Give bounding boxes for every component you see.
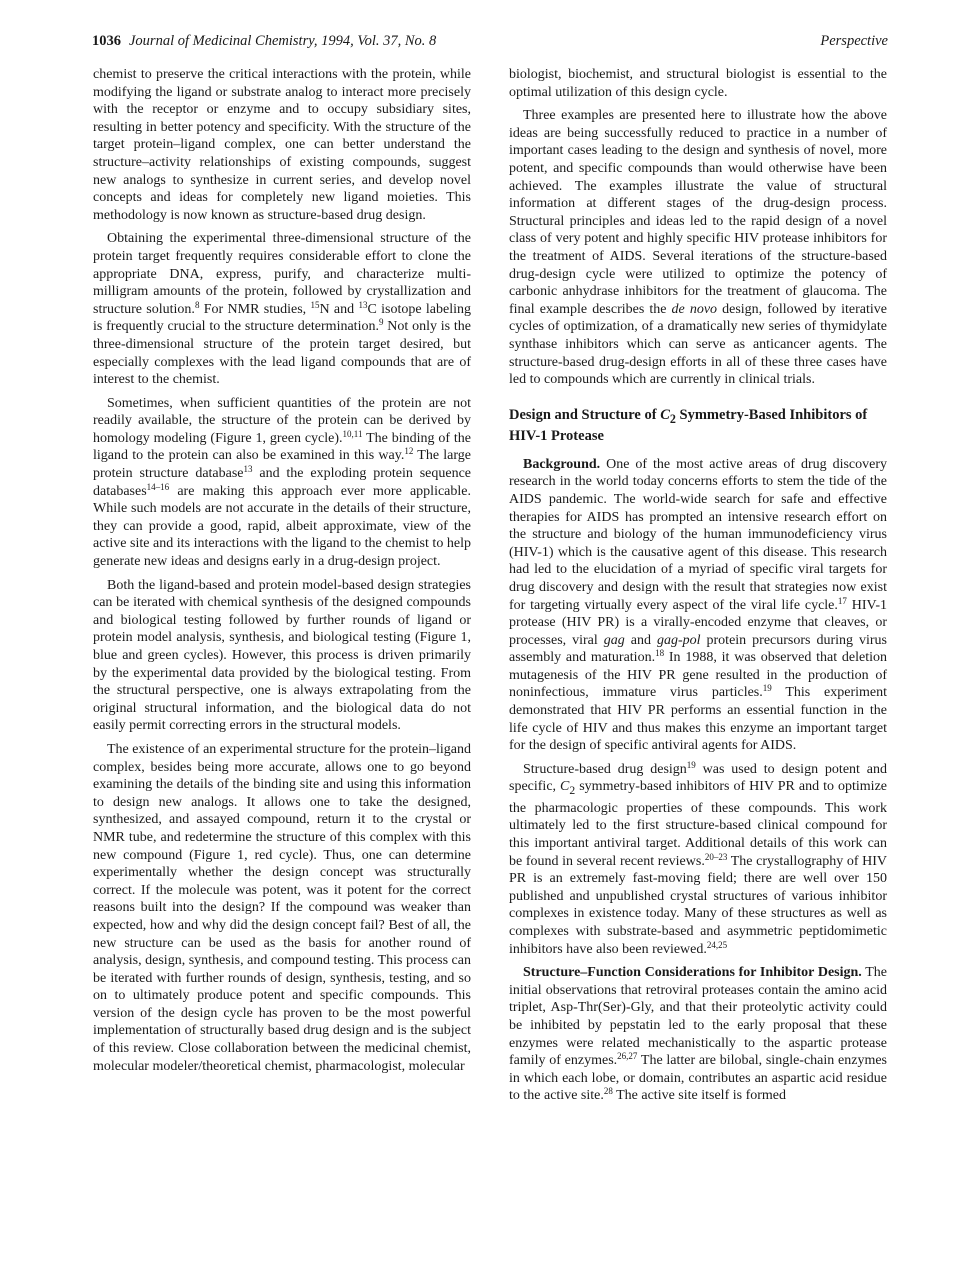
paragraph: Structure–Function Considerations for Inhibitor Design. The initial observations that retroviral proteases contain the amino acid triplet, Asp-Thr(Ser)-Gly, and that their proteolytic activity could be inhibited by pepstatin led to the early proposal that these enzymes were related mechanistically to the aspartic protease family of enzymes.$^{26,27}$ The latter are bilobal, single-chain enzymes in which each lobe, or domain, contributes an aspartic acid residue to the active site.$^{28}$ The active site itself is formed (509, 965, 887, 1104)
paragraph: biologist, biochemist, and structural biologist is essential to the optimal utilization of this design cycle. (509, 67, 887, 100)
journal-citation: Journal of Medicinal Chemistry, 1994, Vol. 37, No. 8 (129, 33, 437, 49)
right-column (509, 66, 887, 1111)
paragraph: Background. One of the most active areas of drug discovery research in the world today concerns efforts to stem the tide of the AIDS pandemic. The world-wide search for safe and effective therapies for AIDS has prompted an intensive research effort on the structure and biology of the human immunodeficiency virus (HIV-1) which is the causative agent of this disease. This research had led to the elucidation of a myriad of specific viral targets for drug discovery and design with the result that strategies now exist for targeting virtually every aspect of the viral life cycle.$^{17}$ HIV-1 protease (HIV PR) is a virally-encoded enzyme that cleaves, or processes, viral gag and gag-pol protein precursors during virus assembly and maturation.$^{18}$ In 1988, it was observed that deletion mutagenesis of the HIV PR gene resulted in the production of noninfectious, immature virus particles.$^{19}$ This experiment demonstrated that HIV PR performs an essential function in the life cycle of HIV and thus makes this enzyme an important target for the design of specific antiviral agents for AIDS. (509, 456, 888, 754)
paragraph: Obtaining the experimental three-dimensional structure of the protein target frequently requires considerable effort to clone the appropriate DNA, express, purify, and characterize multi-milligram amounts of the protein, followed by crystallization and structure solution.$^8$ For NMR studies, $^{15}$N and $^{13}$C isotope labeling is frequently crucial to the structure determination.$^9$ Not only is the three-dimensional structure of the protein target desired, but especially complexes with the lead ligand compounds that are of interest to the chemist. (93, 231, 471, 388)
left-column (93, 66, 471, 1081)
run-in-heading: Background. (523, 456, 601, 472)
run-in-heading: Structure–Function Considerations for Inhibitor Design. (523, 965, 862, 981)
page-number: 1036 (92, 33, 121, 49)
paragraph: Both the ligand-based and protein model-based design strategies can be iterated with chemical synthesis of the designed compounds and biological testing followed by further rounds of ligand or protein model analysis, synthesis, and biological testing (Figure 1, blue and green cycles). However, this process is driven primarily by the experimental data provided by the biological testing. From the structural perspective, one is always extrapolating from the original structural information, and the biological data do not easily permit correcting errors in the structural models. (93, 577, 471, 734)
paragraph: Sometimes, when sufficient quantities of the protein are not readily available, the structure of the protein can be derived by homology modeling (Figure 1, green cycle).$^{10,11}$ The binding of the ligand to the protein can also be examined in this way.$^{12}$ The large protein structure database$^{13}$ and the exploding protein sequence databases$^{14-16}$ are making this approach ever more applicable. While such models are not accurate in the details of their structure, they can provide a good, rapid, albeit approximate, view of the active site and its interactions with the ligand to the chemist to help generate new ideas and designs early in a drug-design project. (93, 395, 471, 570)
section-label: Perspective (820, 33, 888, 49)
running-header (92, 33, 888, 53)
section-heading: Design and Structure of $C_2$ Symmetry-Based Inhibitors of HIV-1 Protease (509, 406, 868, 445)
paragraph: Three examples are presented here to illustrate how the above ideas are being successfully reduced to practice in a number of important cases leading to the design and synthesis of novel, more potent, and specific compounds than would otherwise have been achieved. The examples illustrate the value of structural information at different stages of the drug-design process. Structural principles and ideas led to the rapid design of a novel class of very potent and highly specific HIV protease inhibitors for the treatment of AIDS. Several iterations of the structure-based drug-design cycle were utilized to optimize the potency of carbonic anhydrase inhibitors for the treatment of glaucoma. The final example describes the de novo design, followed by iterative cycles of optimization, of a dramatically new series of thymidylate synthase inhibitors which can serve as anticancer agents. The structure-based drug-design efforts in all of these three cases have led to compounds which are currently in clinical trials. (509, 108, 887, 388)
paragraph: chemist to preserve the critical interactions with the protein, while modifying the ligand or substrate analog to interact more precisely with the receptor or enzyme and to occupy subsidiary sites, resulting in better potency and specificity. With the structure of the target protein–ligand complex, one can better understand the structure–activity relationships of existing compounds, suggest new analogs to synthesize in current series, and develop novel concepts and ideas for completely new ligand moieties. This methodology is now known as structure-based drug design. (93, 67, 471, 223)
header-left (92, 33, 436, 50)
paragraph: Structure-based drug design$^{19}$ was used to design potent and specific, $C_2$ symmetry-based inhibitors of HIV PR and to optimize the pharmacologic properties of these compounds. This work ultimately led to the first structure-based clinical compound for this important antiviral target. Additional details of this work can be found in several recent reviews.$^{20-23}$ The crystallography of HIV PR is an extremely fast-moving field; there are well over 150 published and unpublished crystal structures of various inhibitor complexes in existence today. Many of these structures as well as complexes with substrate-based and asymmetric peptidomimetic inhibitors have also been reviewed.$^{24,25}$ (509, 759, 888, 957)
paragraph: The existence of an experimental structure for the protein–ligand complex, besides being more accurate, allows one to go beyond examining the details of the binding site and using this information to design new analogs. It allows one to take the designed, synthesized, and assayed compound, return it to the crystal or NMR tube, and redetermine the structure of this complex with this new compound (Figure 1, red cycle). Thus, one can determine experimentally whether the design concept was structurally correct. If the molecule was potent, was it potent for the correct reasons built into the design? If the compound was weaker than expected, how and why did the design concept fail? Best of all, the new structure can be used as the basis for another round of analysis, design, synthesis, and compound testing. This process can be iterated with further rounds of design, synthesis, testing, and so on to ultimately produce potent and specific compounds. This version of the design cycle has proven to be the most powerful implementation of structurally based drug design and is the subject of this review. Close collaboration between the medicinal chemist, molecular modeler/theoretical chemist, pharmacologist, molecular (93, 741, 471, 1074)
